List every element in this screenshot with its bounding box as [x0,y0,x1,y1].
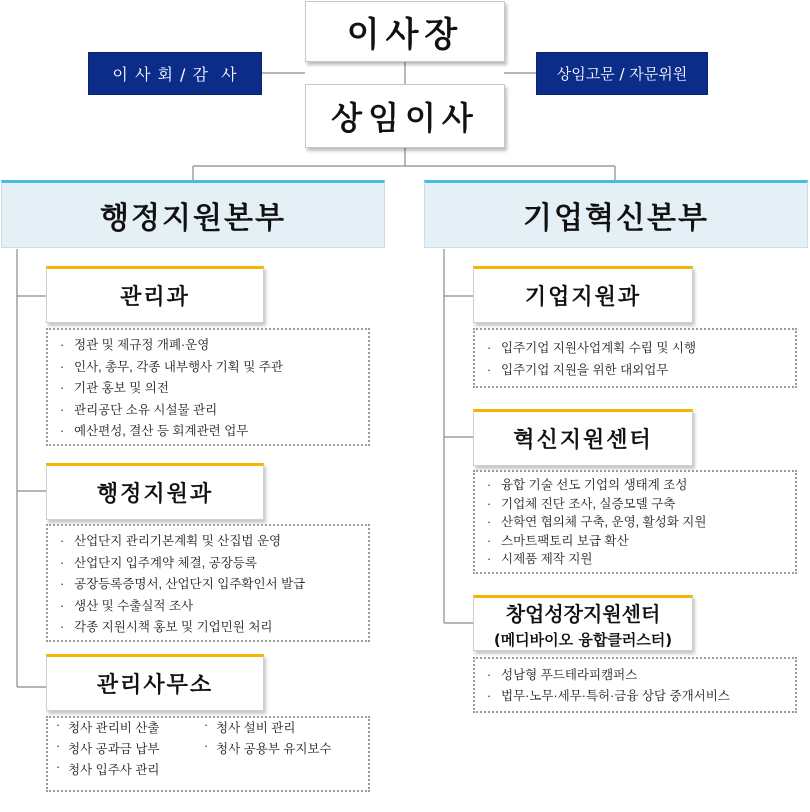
duty-item: · 기업체 진단 조사, 실증모델 구축 [475,495,795,514]
duty-item: · 성남형 푸드테라피캠퍼스 [475,665,795,686]
duty-item: · 예산편성, 결산 등 회계관련 업무 [48,421,368,443]
dept-admin-support-name: 행정지원과 [96,482,214,507]
duty-item: · 생산 및 수출실적 조사 [48,596,368,618]
advisors-label: 상임고문 / 자문위원 [556,65,688,83]
dept-startup-center-name: 창업성장지원센터 [505,602,661,626]
duty-item: · 관리공단 소유 시설물 관리 [48,400,368,422]
duty-item: · 공장등록증명서, 산업단지 입주확인서 발급 [48,574,368,596]
dept-management [46,266,264,323]
dept-innovation-center [473,409,693,466]
hq-innovation-title: 기업혁신본부 [523,201,709,236]
hq-admin-title: 행정지원본부 [100,201,286,236]
duty-item: · 청사 입주사 관리 [48,760,196,778]
dept-startup-center [473,595,693,651]
duty-item: · 입주기업 지원을 위한 대외업무 [475,359,795,381]
executive-director-box [305,84,505,148]
hq-innovation-box [424,180,808,248]
duty-item: · 청사 공용부 유지보수 [196,739,368,757]
board-audit-label: 이 사 회 / 감 사 [112,65,238,84]
duty-item: · 산업단지 입주계약 체결, 공장등록 [48,553,368,575]
duty-item: · 시제품 제작 지원 [475,550,795,569]
duty-item: · 인사, 총무, 각종 내부행사 기획 및 주관 [48,357,368,379]
dept-startup-center-subtitle: (메디바이오 융합클러스터) [493,631,673,649]
chairman-label: 이사장 [346,15,464,55]
duties-innovation-center [473,470,797,574]
hq-admin-box [1,180,385,248]
dept-innovation-center-name: 혁신지원센터 [513,428,653,453]
duties-management-office [46,716,370,792]
dept-management-office [46,654,264,711]
duty-item: · 법무·노무·세무·특허·금융 상담 중개서비스 [475,686,795,707]
duty-item: · 청사 공과금 납부 [48,739,196,757]
executive-director-label: 상임이사 [331,99,479,137]
duties-corporate-support [473,328,797,388]
board-audit-box [88,52,262,95]
duties-management [46,328,370,446]
dept-admin-support [46,463,264,520]
duty-item: · 기관 홍보 및 의전 [48,378,368,400]
duty-item: · 산업단지 관리기본계획 및 산집법 운영 [48,531,368,553]
duty-item: · 스마트팩토리 보급 확산 [475,532,795,551]
duty-item: · 각종 지원시책 홍보 및 기업민원 처리 [48,617,368,639]
dept-management-office-name: 관리사무소 [96,673,214,698]
dept-corporate-support [473,266,693,323]
duty-item: · 산학연 협의체 구축, 운영, 활성화 지원 [475,513,795,532]
duties-startup-center [473,657,797,713]
duty-item: · 정관 및 제규정 개폐·운영 [48,335,368,357]
duty-item: · 청사 관리비 산출 [48,718,196,736]
duty-item: · 융합 기술 선도 기업의 생태계 조성 [475,476,795,495]
dept-corporate-support-name: 기업지원과 [524,285,642,310]
duties-admin-support [46,524,370,642]
duty-item: · 입주기업 지원사업계획 수립 및 시행 [475,337,795,359]
chairman-box [305,1,505,62]
advisors-box [536,52,708,95]
duty-item: · 청사 설비 관리 [196,718,368,736]
dept-management-name: 관리과 [120,285,190,310]
